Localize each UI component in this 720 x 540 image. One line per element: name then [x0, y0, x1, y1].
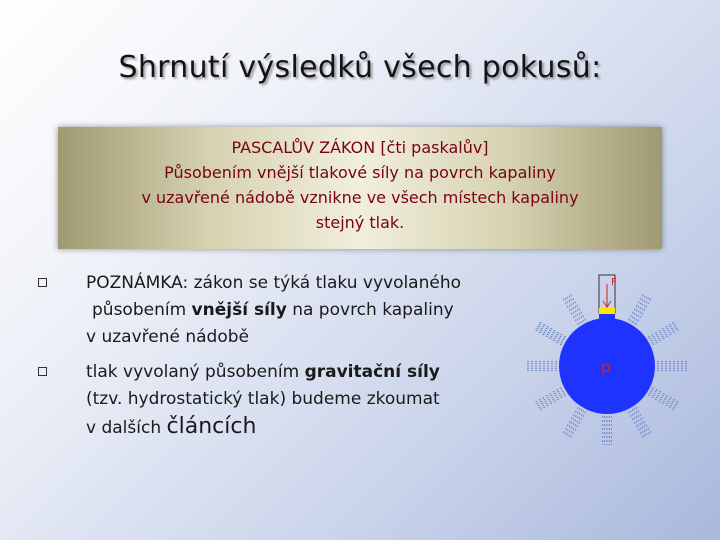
bullet-item-gravity: [30, 359, 530, 442]
note-text: působením: [92, 300, 192, 320]
square-bullet-icon: [38, 367, 47, 376]
bullet-item-note: [30, 270, 530, 351]
gravity-line-1: [86, 359, 530, 386]
emphasis-gravity-force: gravitační síly: [304, 362, 440, 382]
force-label: F: [611, 277, 617, 288]
gravity-line-3: [86, 413, 530, 442]
gravity-text: tlak vyvolaný působením: [86, 362, 305, 382]
gravity-text: v dalších: [86, 418, 167, 438]
gravity-line-2: (tzv. hydrostatický tlak) budeme zkoumat: [86, 389, 440, 409]
note-text: na povrch kapaliny: [286, 300, 454, 320]
pascal-diagram: [525, 270, 710, 445]
law-text-line-1: Působením vnější tlakové síly na povrch kapaliny: [164, 163, 556, 182]
law-title: PASCALŮV ZÁKON [čti paskalův]: [231, 138, 489, 157]
bullet-list: [30, 270, 530, 442]
gravity-text-large: článcích: [166, 414, 257, 439]
law-text-line-3: stejný tlak.: [315, 213, 405, 232]
note-line-2: [86, 297, 530, 324]
note-line-1: POZNÁMKA: zákon se týká tlaku vyvolaného: [86, 273, 462, 293]
law-box: [58, 127, 662, 249]
note-line-3: v uzavřené nádobě: [86, 327, 249, 347]
pressure-label: p: [601, 358, 611, 376]
square-bullet-icon: [38, 278, 47, 287]
law-text-line-2: v uzavřené nádobě vznikne ve všech místech kapaliny: [141, 188, 579, 207]
slide-title: Shrnutí výsledků všech pokusů:: [118, 50, 602, 85]
piston: [599, 308, 615, 314]
emphasis-external-force: vnější síly: [191, 300, 287, 320]
